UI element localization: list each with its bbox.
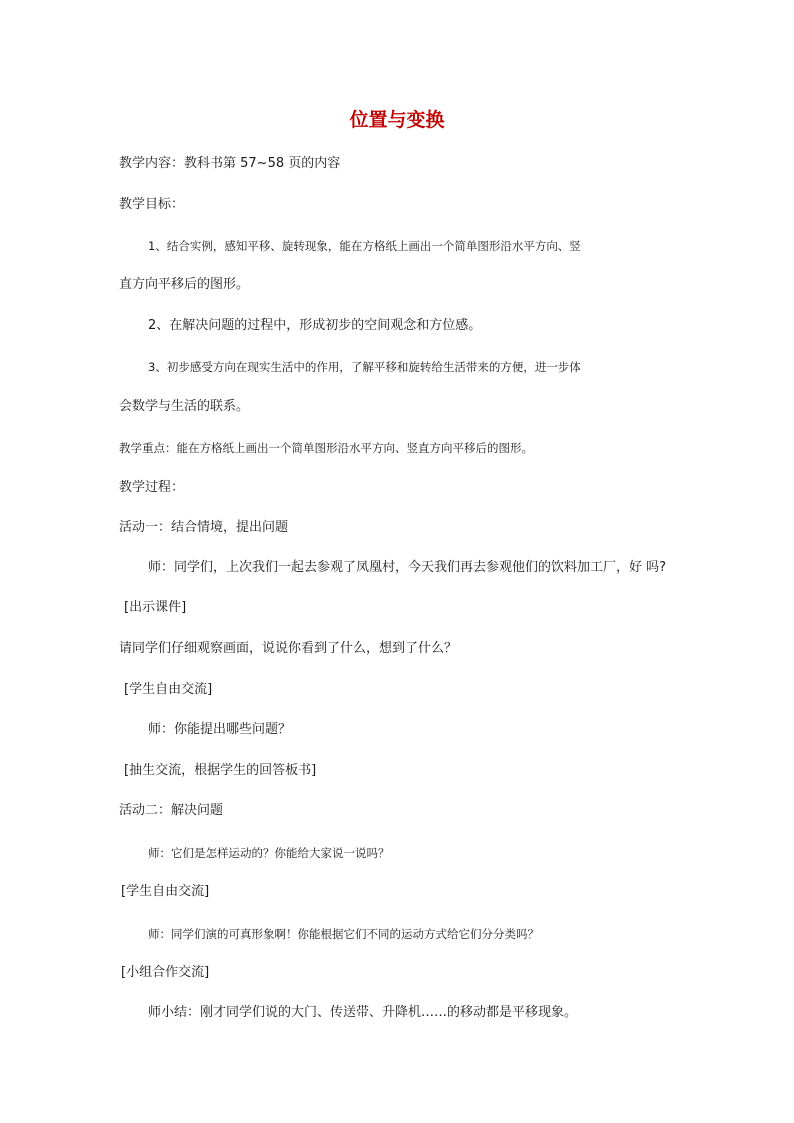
document-title: 位置与变换 [349,109,445,131]
goal-3-line-b: 会数学与生活的联系。 [119,399,250,414]
teacher-line-3: 师：它们是怎样运动的？你能给大家说一说吗？ [148,846,390,860]
teacher-line-1: 师：同学们，上次我们一起去参观了凤凰村，今天我们再去参观他们的饮料加工厂，好 吗? [148,560,667,575]
goal-2-line: 2、在解决问题的过程中，形成初步的空间观念和方位感。 [148,318,482,333]
goal-1-line-a: 1、结合实例，感知平移、旋转现象，能在方格纸上画出一个简单图形沿水平方向、竖 [148,239,581,253]
bracket-note-1: [出示课件] [124,600,187,615]
goal-3-line-a: 3、初步感受方向在现实生活中的作用，了解平移和旋转给生活带来的方便，进一步体 [148,360,581,374]
activity-2-heading: 活动二：解决问题 [119,803,224,818]
summary-line: 师小结：刚才同学们说的大门、传送带、升降机……的移动都是平移现象。 [148,1005,578,1020]
process-heading: 教学过程： [119,480,185,495]
bracket-note-2: [学生自由交流] [124,682,213,697]
goals-heading: 教学目标： [119,197,185,212]
activity-1-heading: 活动一：结合情境，提出问题 [119,520,289,535]
teaching-content-line: 教学内容：教科书第 57~58 页的内容 [119,156,341,171]
key-point-line: 教学重点：能在方格纸上画出一个简单图形沿水平方向、竖直方向平移后的图形。 [119,441,533,455]
ask-line-1: 请同学们仔细观察画面，说说你看到了什么，想到了什么？ [119,641,458,656]
teacher-line-2: 师：你能提出哪些问题？ [148,722,292,737]
bracket-note-4: [学生自由交流] [121,884,210,899]
teacher-line-4: 师：同学们演的可真形象啊！你能根据它们不同的运动方式给它们分分类吗？ [148,927,539,941]
bracket-note-5: [小组合作交流] [121,965,210,980]
bracket-note-3: [抽生交流，根据学生的回答板书] [124,763,317,778]
goal-1-line-b: 直方向平移后的图形。 [119,277,250,292]
